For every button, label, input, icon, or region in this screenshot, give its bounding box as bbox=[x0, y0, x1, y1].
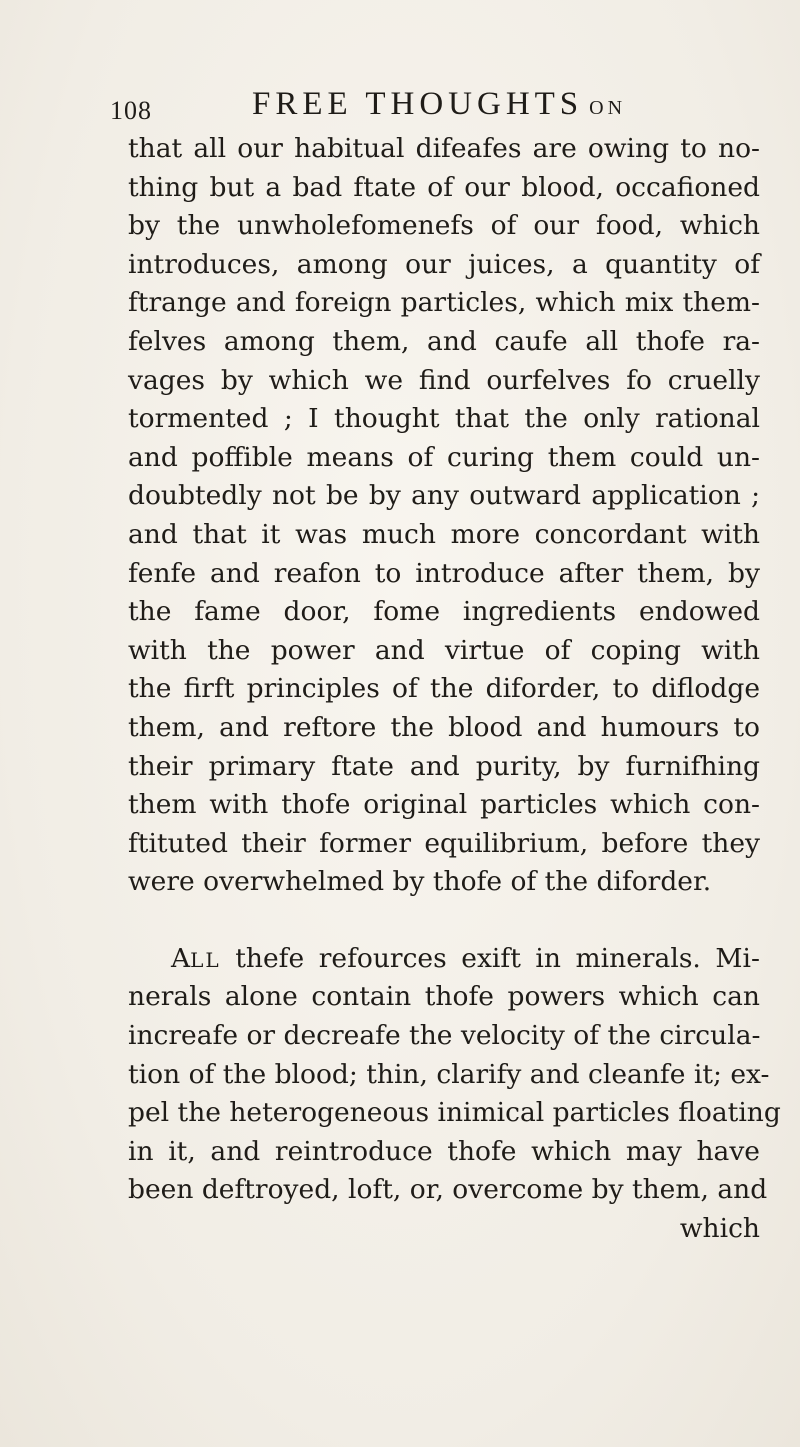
text-line: introduces, among our juices, a quantity of bbox=[128, 248, 760, 280]
running-title-main: FREE THOUGHTS bbox=[252, 86, 584, 122]
text-line: increafe or decreafe the velocity of the circula- bbox=[128, 1020, 761, 1052]
text-line: that all our habitual difeafes are owing to no- bbox=[128, 133, 760, 164]
text-line: thing but a bad ftate of our blood, occafioned bbox=[128, 171, 760, 203]
text-line: been deftroyed, loft, or, overcome by them, and bbox=[128, 1174, 768, 1206]
text-line: them, and reftore the blood and humours to bbox=[128, 711, 760, 743]
text-line-lead bbox=[128, 940, 760, 979]
text-line: tormented ; I thought that the only rational bbox=[128, 403, 760, 435]
text-line: tion of the blood; thin, clarify and cleanfe it; ex- bbox=[128, 1058, 770, 1090]
text-line: vages by which we find ourfelves fo cruelly bbox=[128, 364, 760, 396]
text-line: and poffible means of curing them could un- bbox=[128, 441, 760, 473]
paragraph-1 bbox=[128, 130, 760, 902]
text-line: doubtedly not be by any outward application ; bbox=[128, 480, 760, 512]
text-line: in it, and reintroduce thofe which may have bbox=[128, 1135, 760, 1167]
text-line: ftrange and foreign particles, which mix them- bbox=[128, 287, 760, 319]
running-title-end: ON bbox=[589, 97, 627, 119]
page-header bbox=[110, 86, 720, 126]
text-line: and that it was much more concordant with bbox=[128, 518, 760, 550]
page-number: 108 bbox=[110, 96, 152, 125]
body-text bbox=[128, 130, 781, 1249]
text-line: pel the heterogeneous inimical particles floating bbox=[128, 1097, 781, 1129]
lead-rest: thefe refources exift in minerals. Mi- bbox=[235, 942, 760, 974]
text-line: by the unwholefomenefs of our food, which bbox=[128, 210, 760, 242]
text-line: were overwhelmed by thofe of the diforder. bbox=[128, 866, 712, 898]
text-line: ftituted their former equilibrium, before they bbox=[128, 827, 760, 859]
text-line: the fame door, fome ingredients endowed bbox=[128, 596, 760, 628]
paragraph-gap bbox=[128, 902, 760, 940]
lead-initial: A bbox=[171, 942, 191, 974]
paragraph-2 bbox=[128, 940, 781, 1249]
text-line: them with thofe original particles which con- bbox=[128, 789, 760, 821]
text-line: their primary ftate and purity, by furnifhing bbox=[128, 750, 760, 782]
text-line: with the power and virtue of coping with bbox=[128, 634, 760, 666]
text-line: felves among them, and caufe all thofe ra- bbox=[128, 325, 760, 357]
catchword: which bbox=[679, 1213, 760, 1245]
text-line: the firft principles of the diforder, to diflodge bbox=[128, 673, 760, 705]
text-line: fenfe and reafon to introduce after them, by bbox=[128, 557, 760, 589]
lead-smallcaps: LL bbox=[190, 947, 221, 972]
text-line: nerals alone contain thofe powers which can bbox=[128, 981, 760, 1013]
running-title bbox=[252, 86, 626, 123]
